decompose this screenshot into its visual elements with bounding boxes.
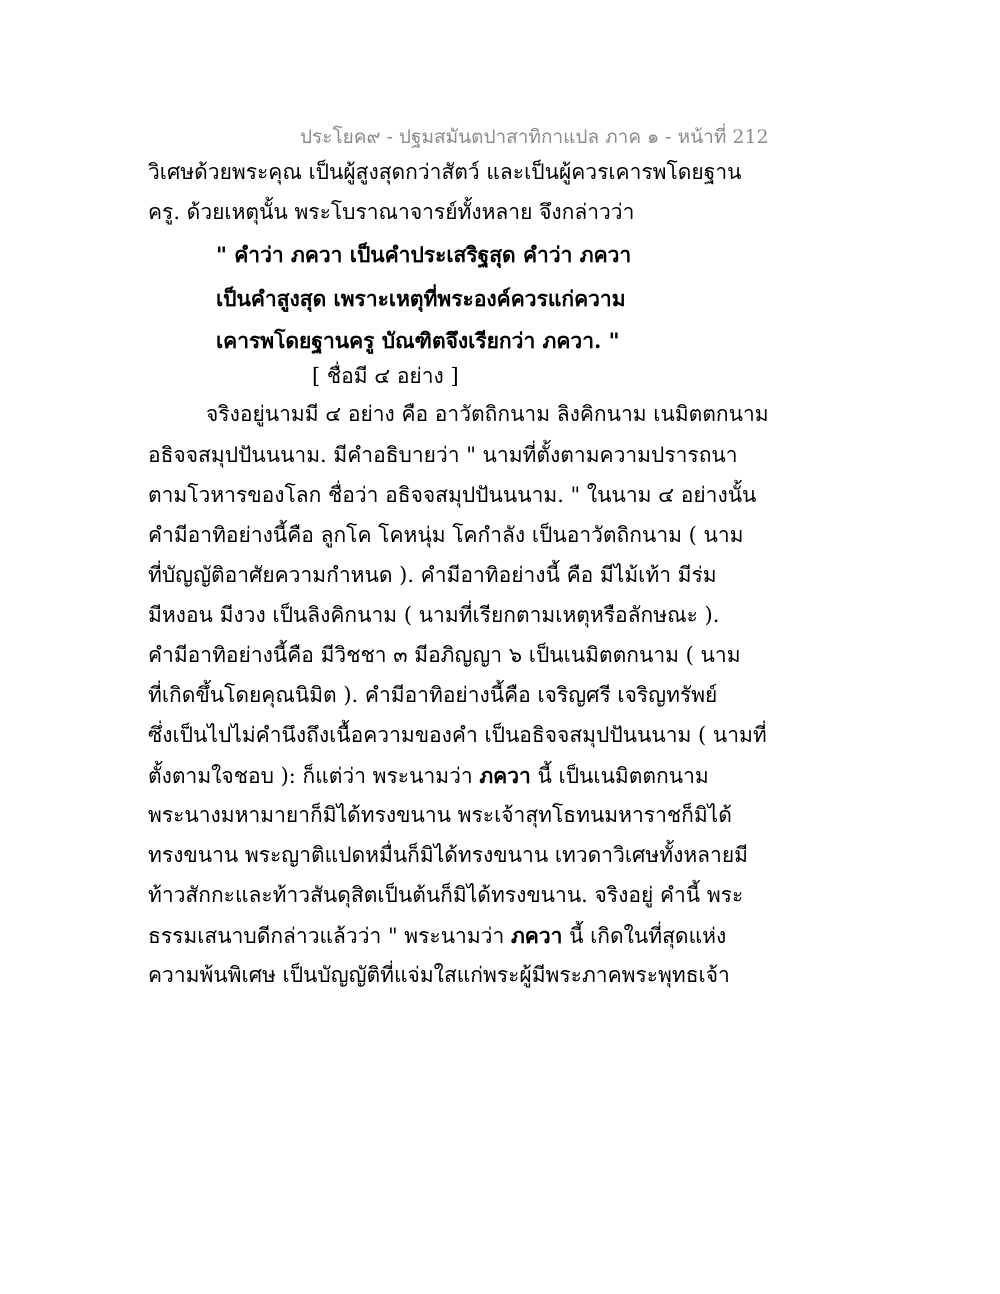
text-line: จริงอยู่นามมี ๔ อย่าง คือ อาวัตถิกนาม ลิงคิกนาม เนมิตตกนาม [206,402,769,426]
text-line: ท้าวสักกะและท้าวสันดุสิตเป็นต้นก็มิได้ทรงขนาน. จริงอยู่ คำนี้ พระ [148,883,744,907]
text-segment: นี้ เกิดในที่สุดแห่ง [562,924,727,948]
text-line: คำมีอาทิอย่างนี้คือ มีวิชชา ๓ มีอภิญญา ๖ เป็นเนมิตตกนาม ( นาม [148,643,741,667]
text-line: คำมีอาทิอย่างนี้คือ ลูกโค โคหนุ่ม โคกำลัง เป็นอาวัตถิกนาม ( นาม [148,523,744,547]
quote-line: เป็นคำสูงสุด เพราะเหตุที่พระองค์ควรแก่ความ [216,286,626,311]
text-line: ความพ้นพิเศษ เป็นบัญญัติที่แจ่มใสแก่พระผู้มีพระภาคพระพุทธเจ้า [148,963,730,987]
quote-line: เคารพโดยฐานครู บัณฑิตจึงเรียกว่า ภควา. " [216,328,620,353]
text-line: มีหงอน มีงวง เป็นลิงคิกนาม ( นามที่เรียกตามเหตุหรือลักษณะ ). [148,603,720,627]
text-line-with-bold [148,765,709,787]
text-line: ตามโวหารของโลก ชื่อว่า อธิจจสมุปปันนนาม. " ในนาม ๔ อย่างนั้น [148,483,757,507]
text-line: ซึ่งเป็นไปไม่คำนึงถึงเนื้อความของคำ เป็นอธิจจสมุปปันนนาม ( นามที่ [148,723,767,747]
text-segment: ตั้งตามใจชอบ ): ก็แต่ว่า พระนามว่า [148,764,480,788]
page-header: ประโยค๙ - ปฐมสมันตปาสาทิกาแปล ภาค ๑ - หน้าที่ 212 [300,126,769,148]
text-line: ที่เกิดขึ้นโดยคุณนิมิต ). คำมีอาทิอย่างนี้คือ เจริญศรี เจริญทรัพย์ [148,683,718,707]
text-line: ทรงขนาน พระญาติแปดหมื่นก็มิได้ทรงขนาน เทวดาวิเศษทั้งหลายมี [148,843,748,867]
subheading: [ ชื่อมี ๔ อย่าง ] [312,364,459,388]
text-line: ที่บัญญัติอาศัยความกำหนด ). คำมีอาทิอย่างนี้ คือ มีไม้เท้า มีร่ม [148,563,717,587]
text-line: อธิจจสมุปปันนนาม. มีคำอธิบายว่า " นามที่ตั้งตามความปรารถนา [148,443,738,467]
text-line: วิเศษด้วยพระคุณ เป็นผู้สูงสุดกว่าสัตว์ และเป็นผู้ควรเคารพโดยฐาน [148,160,742,184]
text-line-with-bold [148,925,726,947]
text-segment: นี้ เป็นเนมิตตกนาม [530,764,709,788]
quote-line: " คำว่า ภควา เป็นคำประเสริฐสุด คำว่า ภควา [216,242,632,267]
bold-term: ภควา [510,923,563,948]
text-segment: ธรรมเสนาบดีกล่าวแล้วว่า " พระนามว่า [148,924,511,948]
text-line: ครู. ด้วยเหตุนั้น พระโบราณาจารย์ทั้งหลาย จึงกล่าวว่า [148,200,635,224]
bold-term: ภควา [479,763,531,788]
text-line: พระนางมหามายาก็มิได้ทรงขนาน พระเจ้าสุทโธทนมหาราชก็มิได้ [148,803,732,827]
